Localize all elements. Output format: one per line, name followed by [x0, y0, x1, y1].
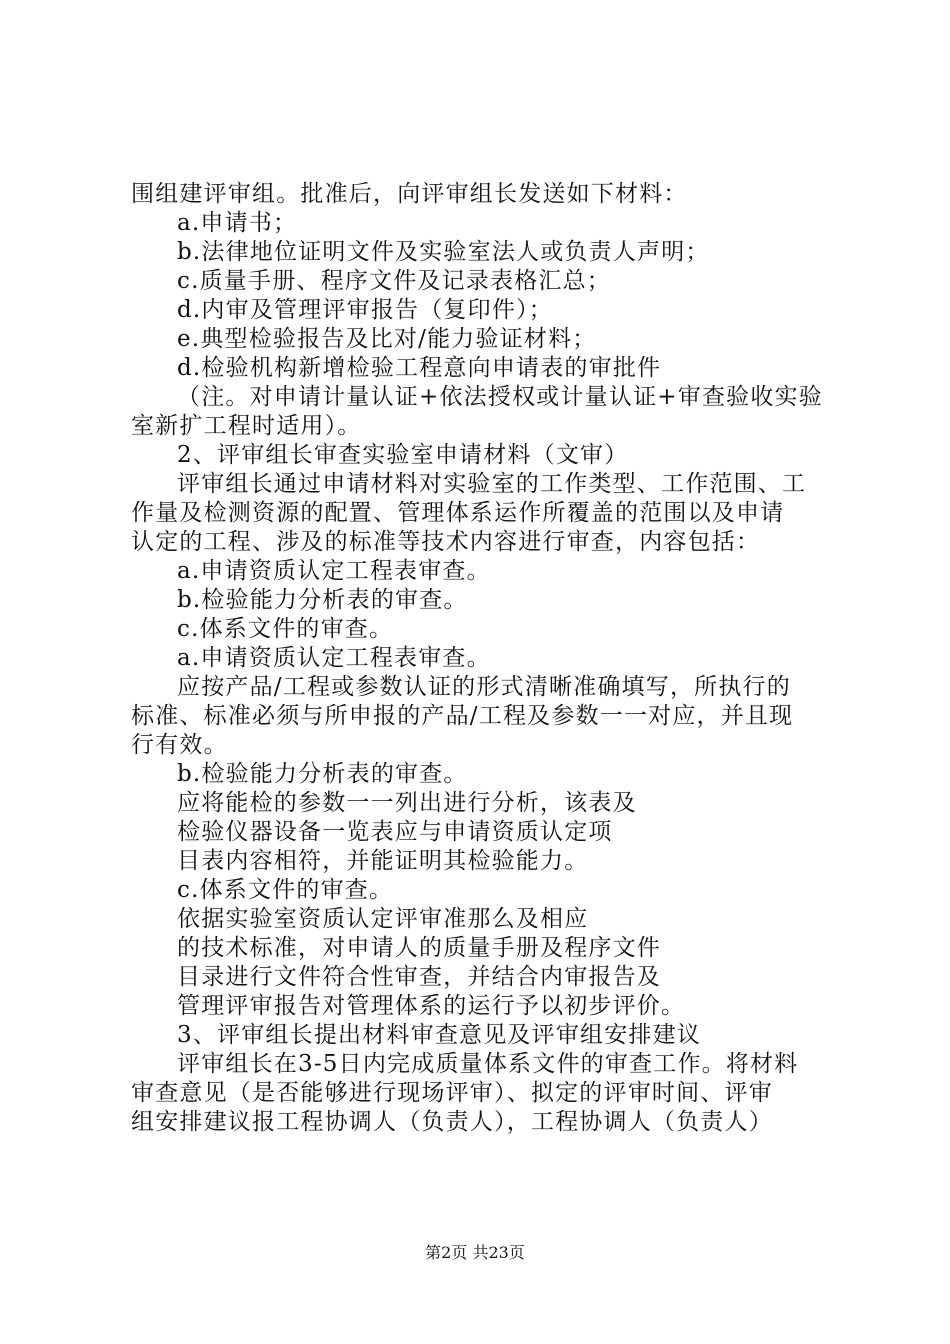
text-line: b.法律地位证明文件及实验室法人或负责人声明； [177, 239, 710, 265]
text-line: 应将能检的参数一一列出进行分析，该表及 [177, 790, 637, 816]
text-line: 评审组长通过申请材料对实验室的工作类型、工作范围、工 [177, 471, 807, 497]
text-line: 目录进行文件符合性审查，并结合内审报告及 [177, 964, 661, 990]
text-line: 室新扩工程时适用）。 [131, 413, 362, 439]
text-line: 围组建评审组。批准后，向评审组长发送如下材料： [131, 181, 688, 207]
text-line: d.检验机构新增检验工程意向申请表的审批件 [177, 355, 662, 381]
text-line: b.检验能力分析表的审查。 [177, 761, 468, 787]
text-line: c.质量手册、程序文件及记录表格汇总； [177, 268, 611, 294]
text-line: 行有效。 [131, 732, 228, 758]
text-line: c.体系文件的审查。 [177, 877, 394, 903]
text-line: 组安排建议报工程协调人（负责人），工程协调人（负责人） [131, 1109, 773, 1135]
text-line: 标准、标准必须与所申报的产品/工程及参数一一对应，并且现 [131, 703, 794, 729]
text-line: 评审组长在3-5日内完成质量体系文件的审查工作。将材料 [177, 1051, 799, 1077]
text-line: c.体系文件的审查。 [177, 616, 394, 642]
document-body [131, 180, 831, 1137]
text-line: 2、评审组长审查实验室申请材料（文审） [177, 442, 629, 468]
text-line: e.典型检验报告及比对/能力验证材料； [177, 326, 597, 352]
text-line: 的技术标准，对申请人的质量手册及程序文件 [177, 935, 661, 961]
text-line: a.申请资质认定工程表审查。 [177, 645, 491, 671]
text-line: 管理评审报告对管理体系的运行予以初步评价。 [177, 993, 686, 1019]
page-footer [0, 1243, 950, 1263]
text-line: a.申请书； [177, 210, 298, 236]
text-line: 检验仪器设备一览表应与申请资质认定项 [177, 819, 613, 845]
page-number: 第2页 共23页 [425, 1243, 525, 1262]
text-line: 审查意见（是否能够进行现场评审）、拟定的评审时间、评审 [131, 1080, 773, 1106]
text-line: 认定的工程、涉及的标准等技术内容进行审查，内容包括： [131, 529, 761, 555]
text-line: d.内审及管理评审报告（复印件）； [177, 297, 553, 323]
text-line: 目表内容相符，并能证明其检验能力。 [177, 848, 589, 874]
text-line: b.检验能力分析表的审查。 [177, 587, 468, 613]
text-line: 3、评审组长提出材料审查意见及评审组安排建议 [177, 1022, 702, 1048]
text-line: 依据实验室资质认定评审准那么及相应 [177, 906, 589, 932]
text-line: 应按产品/工程或参数认证的形式清晰准确填写，所执行的 [177, 674, 791, 700]
text-line: 作量及检测资源的配置、管理体系运作所覆盖的范围以及申请 [131, 500, 785, 526]
text-line: （注。对申请计量认证+依法授权或计量认证+审查验收实验 [177, 384, 823, 410]
text-line: a.申请资质认定工程表审查。 [177, 558, 491, 584]
